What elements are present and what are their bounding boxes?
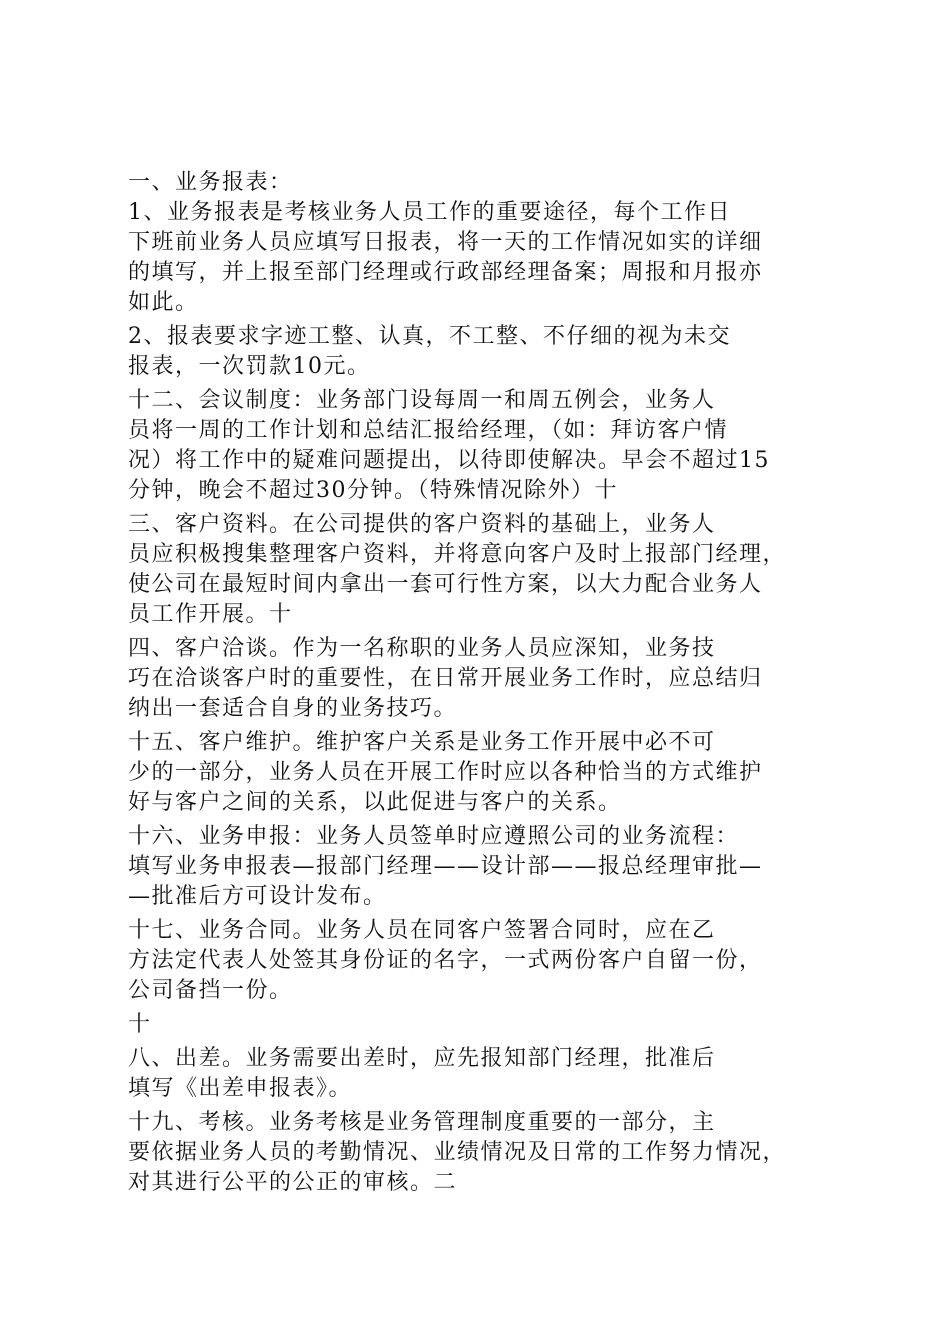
text-line: 员应积极搜集整理客户资料，并将意向客户及时上报部门经理， (128, 542, 787, 567)
text-line: 2、报表要求字迹工整、认真，不工整、不仔细的视为未交 (128, 324, 731, 349)
text-line: 巧在洽谈客户时的重要性，在日常开展业务工作时，应总结归 (128, 666, 763, 691)
text-line: 十五、客户维护。维护客户关系是业务工作开展中必不可 (128, 730, 716, 755)
text-line: 如此。 (128, 290, 199, 315)
document-body (128, 168, 840, 1198)
text-line: 填写业务申报表—报部门经理——设计部——报总经理审批— (128, 854, 763, 879)
text-line: 报表，一次罚款10元。 (128, 354, 371, 379)
text-line: 三、客户资料。在公司提供的客户资料的基础上，业务人 (128, 512, 716, 537)
text-line: 八、出差。业务需要出差时，应先报知部门经理，批准后 (128, 1046, 716, 1071)
text-line: —批准后方可设计发布。 (128, 884, 387, 909)
text-line: 员工作开展。十 (128, 602, 293, 627)
text-line: 少的一部分，业务人员在开展工作时应以各种恰当的方式维护 (128, 760, 763, 785)
text-line: 分钟，晚会不超过30分钟。（特殊情况除外）十 (128, 478, 618, 503)
text-line: 1、业务报表是考核业务人员工作的重要途径，每个工作日 (128, 200, 731, 225)
text-line: 填写《出差申报表》。 (128, 1076, 353, 1101)
text-line: 使公司在最短时间内拿出一套可行性方案，以大力配合业务人 (128, 572, 763, 597)
text-line: 要依据业务人员的考勤情况、业绩情况及日常的工作努力情况， (128, 1140, 787, 1165)
text-line: 四、客户洽谈。作为一名称职的业务人员应深知，业务技 (128, 636, 716, 661)
text-line: 十二、会议制度：业务部门设每周一和周五例会，业务人 (128, 388, 716, 413)
text-line: 方法定代表人处签其身份证的名字，一式两份客户自留一份， (128, 948, 763, 973)
text-line: 下班前业务人员应填写日报表，将一天的工作情况如实的详细 (128, 230, 763, 255)
text-line: 员将一周的工作计划和总结汇报给经理，（如：拜访客户情 (128, 418, 729, 443)
text-line: 十六、业务申报：业务人员签单时应遵照公司的业务流程： (128, 824, 740, 849)
text-line: 况）将工作中的疑难问题提出，以待即使解决。早会不超过15 (128, 448, 770, 473)
text-line: 公司备挡一份。 (128, 978, 293, 1003)
text-line: 十九、考核。业务考核是业务管理制度重要的一部分，主 (128, 1110, 716, 1135)
text-line: 对其进行公平的公正的审核。二 (128, 1170, 458, 1195)
text-line: 好与客户之间的关系，以此促进与客户的关系。 (128, 790, 622, 815)
text-line: 纳出一套适合自身的业务技巧。 (128, 696, 458, 721)
text-line: 十 (128, 1012, 152, 1037)
text-line: 一、业务报表： (128, 170, 293, 195)
text-line: 十七、业务合同。业务人员在同客户签署合同时，应在乙 (128, 918, 716, 943)
text-line: 的填写，并上报至部门经理或行政部经理备案；周报和月报亦 (128, 260, 763, 285)
